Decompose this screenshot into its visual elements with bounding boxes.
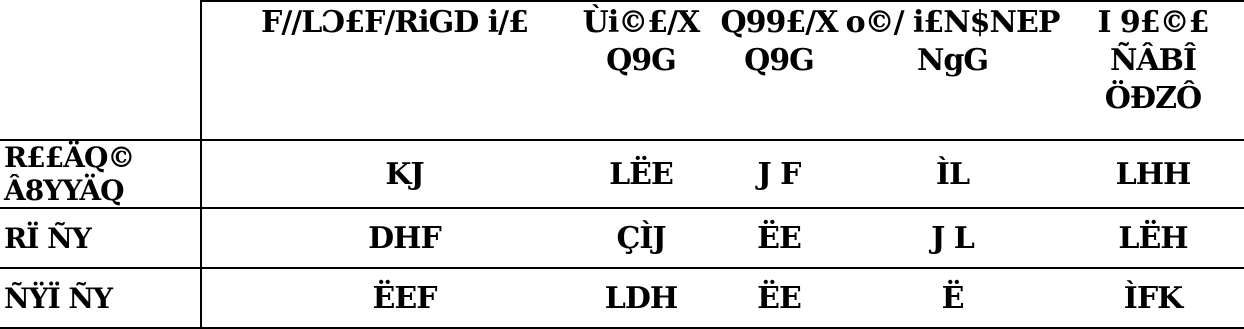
row-label: R££ÄQ© Â8YYÄQ xyxy=(0,140,201,208)
table-cell: J F xyxy=(715,140,843,208)
table-row xyxy=(0,268,1244,328)
table-cell: Ë xyxy=(843,268,1062,328)
table-cell: LËH xyxy=(1062,208,1244,268)
table-row xyxy=(0,208,1244,268)
table-cell: DHF xyxy=(201,208,567,268)
table-cell: J L xyxy=(843,208,1062,268)
header-corner-cell xyxy=(0,1,201,140)
table-body xyxy=(0,140,1244,328)
table-header xyxy=(0,1,1244,140)
column-header xyxy=(715,1,843,140)
table-cell: ËE xyxy=(715,208,843,268)
row-label: ÑŸÏ ÑY xyxy=(0,268,201,328)
column-header-label: o©/ i£N$NEP NgG xyxy=(845,5,1060,78)
column-header-label: I 9£©£ ÑÂBÎ ÖÐZÔ xyxy=(1097,5,1209,116)
table-cell: ÌL xyxy=(843,140,1062,208)
table-cell: LËE xyxy=(567,140,715,208)
column-header xyxy=(843,1,1062,140)
table-row xyxy=(0,140,1244,208)
column-header xyxy=(567,1,715,140)
column-header xyxy=(1062,1,1244,140)
table-cell: KJ xyxy=(201,140,567,208)
column-header-label: Ùi©£/X Q9G xyxy=(582,5,700,78)
column-header-label: Q99£/X Q9G xyxy=(720,5,838,78)
table-cell: ËE xyxy=(715,268,843,328)
table-cell: ËEF xyxy=(201,268,567,328)
row-label: RÏ ÑY xyxy=(0,208,201,268)
table-cell: ÇÌJ xyxy=(567,208,715,268)
table-cell: LDH xyxy=(567,268,715,328)
column-header xyxy=(201,1,567,140)
table-cell: LHH xyxy=(1062,140,1244,208)
table-cell: ÌFK xyxy=(1062,268,1244,328)
header-row xyxy=(0,1,1244,140)
column-header-label: F//LƆ£F/RiGD i/£ xyxy=(261,5,528,40)
